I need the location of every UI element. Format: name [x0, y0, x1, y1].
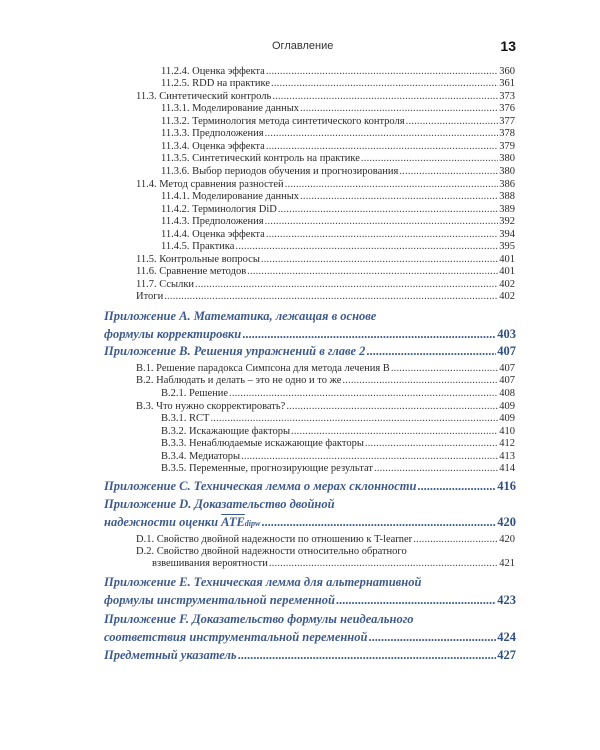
toc-entry[interactable]: 11.4. Метод сравнения разностей ..... 386: [136, 179, 515, 191]
toc-entry[interactable]: 11.3.2. Терминология метода синтетического контроля ..... 377: [161, 116, 515, 128]
toc-entry[interactable]: B.3.4. Медиаторы ..... 413: [161, 451, 515, 463]
toc-entry[interactable]: 11.3.5. Синтетический контроль на практике ..... 380: [161, 153, 515, 165]
appendix-e-entry[interactable]: Приложение E. Техническая лемма для альтернативной формулы инструментальной переменной ..... 423: [104, 575, 516, 608]
toc-entry[interactable]: 11.2.5. RDD на практике ..... 361: [161, 78, 515, 90]
toc-entry[interactable]: взвешивания вероятности ..... 421: [152, 558, 515, 570]
toc-entry[interactable]: 11.4.4. Оценка эффекта ..... 394: [161, 229, 515, 241]
toc-entry[interactable]: B.2.1. Решение ..... 408: [161, 388, 515, 400]
toc-entry[interactable]: 11.4.3. Предположения ..... 392: [161, 216, 515, 228]
appendix-a-entry[interactable]: Приложение А. Математика, лежащая в основе формулы корректировки ..... 403: [104, 309, 516, 342]
toc-entry[interactable]: 11.4.1. Моделирование данных ..... 388: [161, 191, 515, 203]
toc-entry[interactable]: 11.3.6. Выбор периодов обучения и прогнозирования ..... 380: [161, 166, 515, 178]
toc-entry[interactable]: 11.6. Сравнение методов ..... 401: [136, 266, 515, 278]
appendix-c-entry[interactable]: Приложение C. Техническая лемма о мерах склонности ..... 416: [104, 479, 516, 494]
toc-entry[interactable]: B.3.2. Искажающие факторы ..... 410: [161, 426, 515, 438]
toc-entry[interactable]: 11.5. Контрольные вопросы ..... 401: [136, 254, 515, 266]
toc-entry[interactable]: D.2. Свойство двойной надежности относительно обратного: [136, 546, 407, 557]
toc-entry[interactable]: 11.7. Ссылки ..... 402: [136, 279, 515, 291]
toc-entry[interactable]: B.3.3. Ненаблюдаемые искажающие факторы ..... 412: [161, 438, 515, 450]
appendix-f-entry[interactable]: Приложение F. Доказательство формулы неидеального соответствия инструментальной переменной ..... 424: [104, 612, 516, 645]
ate-symbol: $\overline{ATE}$: [221, 515, 245, 529]
toc-entry[interactable]: B.3. Что нужно скорректировать? ..... 409: [136, 401, 515, 413]
toc-entry[interactable]: B.1. Решение парадокса Симпсона для метода лечения B ..... 407: [136, 363, 515, 375]
toc-entry[interactable]: Итоги ..... 402: [136, 291, 515, 303]
toc-entry[interactable]: 11.4.2. Терминология DiD ..... 389: [161, 204, 515, 216]
toc-entry[interactable]: B.3.1. RCT ..... 409: [161, 413, 515, 425]
toc-entry[interactable]: D.1. Свойство двойной надежности по отношению к T-learner ..... 420: [136, 534, 515, 546]
index-entry[interactable]: Предметный указатель ..... 427: [104, 648, 516, 663]
toc-entry[interactable]: 11.3.1. Моделирование данных ..... 376: [161, 103, 515, 115]
page-number: 13: [500, 38, 516, 54]
running-title: Оглавление: [272, 40, 334, 52]
toc-entry[interactable]: 11.3.4. Оценка эффекта ..... 379: [161, 141, 515, 153]
appendix-b-entry[interactable]: Приложение B. Решения упражнений в главе 2 ..... 407: [104, 344, 516, 359]
toc-entry[interactable]: B.3.5. Переменные, прогнозирующие результат ..... 414: [161, 463, 515, 475]
toc-entry[interactable]: 11.2.4. Оценка эффекта ..... 360: [161, 66, 515, 78]
page-header: [104, 38, 516, 54]
toc-entry[interactable]: B.2. Наблюдать и делать – это не одно и то же ..... 407: [136, 375, 515, 387]
toc-entry[interactable]: 11.3.3. Предположения ..... 378: [161, 128, 515, 140]
toc-entry[interactable]: 11.3. Синтетический контроль ..... 373: [136, 91, 515, 103]
appendix-d-entry[interactable]: Приложение D. Доказательство двойной надежности оценки $\overline{ATE}$ dipw ..... 420: [104, 497, 516, 530]
toc-entry[interactable]: 11.4.5. Практика ..... 395: [161, 241, 515, 253]
